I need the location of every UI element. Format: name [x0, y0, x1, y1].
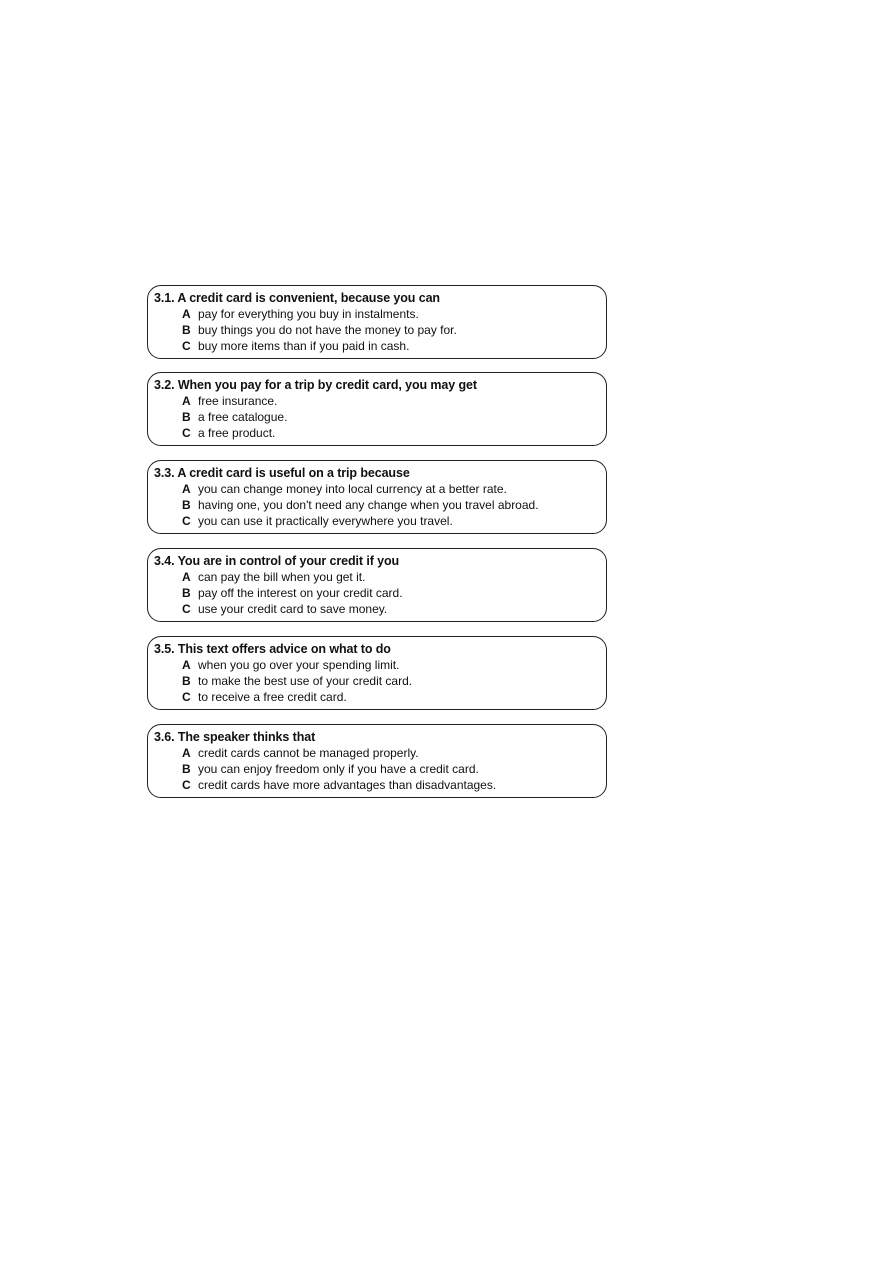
option-text: pay off the interest on your credit card.	[198, 586, 403, 600]
answer-option-a[interactable]	[154, 657, 606, 673]
option-text: having one, you don't need any change when you travel abroad.	[198, 498, 539, 512]
option-letter: A	[182, 482, 191, 496]
option-text: you can use it practically everywhere you travel.	[198, 514, 453, 528]
option-text: use your credit card to save money.	[198, 602, 388, 616]
answer-option-b[interactable]	[154, 409, 606, 425]
option-text: when you go over your spending limit.	[198, 658, 400, 672]
question-title: 3.3. A credit card is useful on a trip because	[154, 466, 410, 480]
question-title: 3.1. A credit card is convenient, because you can	[154, 291, 440, 305]
question-box-3-6	[147, 724, 607, 798]
answer-option-c[interactable]	[154, 338, 606, 354]
option-text: credit cards have more advantages than disadvantages.	[198, 778, 497, 792]
answer-option-b[interactable]	[154, 761, 606, 777]
answer-option-a[interactable]	[154, 393, 606, 409]
answer-option-a[interactable]	[154, 306, 606, 322]
question-title: 3.4. You are in control of your credit if you	[154, 554, 400, 568]
option-text: free insurance.	[198, 394, 278, 408]
option-text: a free product.	[198, 426, 276, 440]
answer-option-c[interactable]	[154, 777, 606, 793]
option-letter: A	[182, 307, 191, 321]
answer-option-c[interactable]	[154, 425, 606, 441]
option-letter: C	[182, 426, 191, 440]
option-text: a free catalogue.	[198, 410, 288, 424]
answer-options	[154, 306, 606, 354]
option-text: credit cards cannot be managed properly.	[198, 746, 419, 760]
option-text: buy things you do not have the money to pay for.	[198, 323, 457, 337]
answer-option-b[interactable]	[154, 673, 606, 689]
option-letter: B	[182, 410, 191, 424]
option-text: you can change money into local currency at a better rate.	[198, 482, 507, 496]
option-letter: C	[182, 602, 191, 616]
option-text: pay for everything you buy in instalments.	[198, 307, 419, 321]
option-text: can pay the bill when you get it.	[198, 570, 366, 584]
option-letter: A	[182, 394, 191, 408]
option-letter: B	[182, 323, 191, 337]
answer-option-c[interactable]	[154, 513, 606, 529]
option-letter: C	[182, 778, 191, 792]
answer-options	[154, 569, 606, 617]
option-letter: B	[182, 498, 191, 512]
option-letter: C	[182, 690, 191, 704]
answer-option-b[interactable]	[154, 585, 606, 601]
question-box-3-1	[147, 285, 607, 359]
option-letter: B	[182, 762, 191, 776]
answer-option-a[interactable]	[154, 481, 606, 497]
answer-options	[154, 481, 606, 529]
answer-option-c[interactable]	[154, 601, 606, 617]
answer-options	[154, 745, 606, 793]
question-title: 3.2. When you pay for a trip by credit card, you may get	[154, 378, 477, 392]
answer-options	[154, 657, 606, 705]
option-letter: A	[182, 746, 191, 760]
option-letter: A	[182, 570, 191, 584]
option-text: buy more items than if you paid in cash.	[198, 339, 410, 353]
answer-option-c[interactable]	[154, 689, 606, 705]
answer-option-b[interactable]	[154, 497, 606, 513]
option-text: to receive a free credit card.	[198, 690, 347, 704]
answer-option-a[interactable]	[154, 745, 606, 761]
option-letter: A	[182, 658, 191, 672]
question-title: 3.5. This text offers advice on what to do	[154, 642, 391, 656]
answer-option-b[interactable]	[154, 322, 606, 338]
answer-options	[154, 393, 606, 441]
option-letter: B	[182, 586, 191, 600]
option-text: you can enjoy freedom only if you have a credit card.	[198, 762, 479, 776]
question-box-3-2	[147, 372, 607, 446]
option-text: to make the best use of your credit card.	[198, 674, 413, 688]
question-title: 3.6. The speaker thinks that	[154, 730, 316, 744]
answer-option-a[interactable]	[154, 569, 606, 585]
option-letter: C	[182, 514, 191, 528]
question-box-3-3	[147, 460, 607, 534]
option-letter: B	[182, 674, 191, 688]
question-box-3-5	[147, 636, 607, 710]
option-letter: C	[182, 339, 191, 353]
question-box-3-4	[147, 548, 607, 622]
